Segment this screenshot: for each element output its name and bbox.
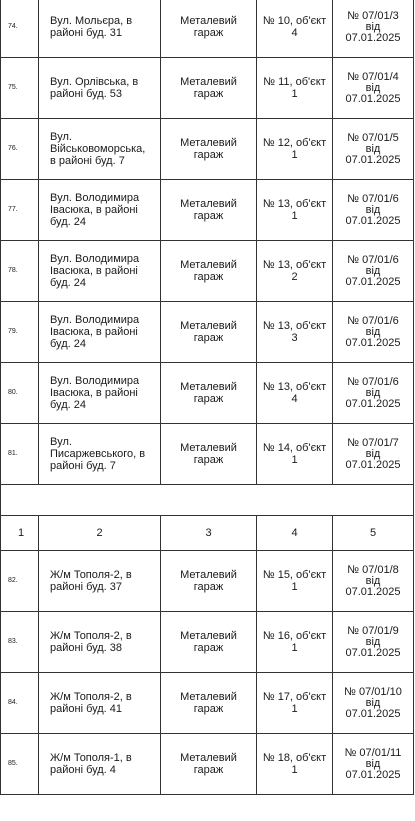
column-header-row — [1, 516, 414, 551]
address-cell: Вул. Військовоморська, в районі буд. 7 — [39, 119, 161, 180]
object-cell: № 18, об'єкт 1 — [257, 734, 333, 795]
address-cell: Ж/м Тополя-2, в районі буд. 37 — [39, 551, 161, 612]
object-cell: № 11, об'єкт 1 — [257, 58, 333, 119]
row-number: 79. — [1, 302, 39, 363]
decision-cell: № 07/01/6 від 07.01.2025 — [333, 241, 414, 302]
object-cell: № 13, об'єкт 1 — [257, 180, 333, 241]
row-number: 76. — [1, 119, 39, 180]
type-cell: Металевий гараж — [161, 58, 257, 119]
type-cell: Металевий гараж — [161, 363, 257, 424]
decision-cell: № 07/01/6 від 07.01.2025 — [333, 363, 414, 424]
page-break-cell — [1, 485, 414, 516]
page-break-row — [1, 485, 414, 516]
object-cell: № 12, об'єкт 1 — [257, 119, 333, 180]
row-number: 80. — [1, 363, 39, 424]
address-cell: Ж/м Тополя-1, в районі буд. 4 — [39, 734, 161, 795]
object-cell: № 15, об'єкт 1 — [257, 551, 333, 612]
address-cell: Вул. Мольєра, в районі буд. 31 — [39, 0, 161, 58]
decision-cell: № 07/01/7 від 07.01.2025 — [333, 424, 414, 485]
decision-cell: № 07/01/5 від 07.01.2025 — [333, 119, 414, 180]
address-cell: Вул. Володимира Івасюка, в районі буд. 24 — [39, 241, 161, 302]
type-cell: Металевий гараж — [161, 180, 257, 241]
row-number: 81. — [1, 424, 39, 485]
address-cell: Вул. Орлівська, в районі буд. 53 — [39, 58, 161, 119]
table-row — [1, 424, 414, 485]
type-cell: Металевий гараж — [161, 0, 257, 58]
type-cell: Металевий гараж — [161, 302, 257, 363]
row-number: 78. — [1, 241, 39, 302]
object-cell: № 14, об'єкт 1 — [257, 424, 333, 485]
type-cell: Металевий гараж — [161, 241, 257, 302]
row-number: 77. — [1, 180, 39, 241]
table-row — [1, 180, 414, 241]
decision-cell: № 07/01/6 від 07.01.2025 — [333, 302, 414, 363]
decision-cell: № 07/01/11 від 07.01.2025 — [333, 734, 414, 795]
table-row — [1, 673, 414, 734]
decision-cell: № 07/01/10 від 07.01.2025 — [333, 673, 414, 734]
object-cell: № 13, об'єкт 3 — [257, 302, 333, 363]
address-cell: Ж/м Тополя-2, в районі буд. 41 — [39, 673, 161, 734]
address-cell: Вул. Володимира Івасюка, в районі буд. 24 — [39, 302, 161, 363]
table-row — [1, 302, 414, 363]
table-row — [1, 734, 414, 795]
type-cell: Металевий гараж — [161, 612, 257, 673]
type-cell: Металевий гараж — [161, 734, 257, 795]
decision-cell: № 07/01/9 від 07.01.2025 — [333, 612, 414, 673]
row-number: 85. — [1, 734, 39, 795]
address-cell: Вул. Володимира Івасюка, в районі буд. 24 — [39, 180, 161, 241]
table-row — [1, 58, 414, 119]
object-cell: № 17, об'єкт 1 — [257, 673, 333, 734]
type-cell: Металевий гараж — [161, 551, 257, 612]
table-row — [1, 241, 414, 302]
table-row — [1, 612, 414, 673]
row-number: 74. — [1, 0, 39, 58]
decision-cell: № 07/01/4 від 07.01.2025 — [333, 58, 414, 119]
column-header: 2 — [39, 516, 161, 551]
row-number: 75. — [1, 58, 39, 119]
address-cell: Вул. Писаржевського, в районі буд. 7 — [39, 424, 161, 485]
address-cell: Ж/м Тополя-2, в районі буд. 38 — [39, 612, 161, 673]
column-header: 3 — [161, 516, 257, 551]
column-header: 4 — [257, 516, 333, 551]
decision-cell: № 07/01/3 від 07.01.2025 — [333, 0, 414, 58]
row-number: 84. — [1, 673, 39, 734]
table-row — [1, 119, 414, 180]
object-cell: № 13, об'єкт 2 — [257, 241, 333, 302]
decision-cell: № 07/01/6 від 07.01.2025 — [333, 180, 414, 241]
decision-cell: № 07/01/8 від 07.01.2025 — [333, 551, 414, 612]
row-number: 83. — [1, 612, 39, 673]
column-header: 1 — [1, 516, 39, 551]
address-cell: Вул. Володимира Івасюка, в районі буд. 24 — [39, 363, 161, 424]
table-row — [1, 363, 414, 424]
type-cell: Металевий гараж — [161, 424, 257, 485]
object-cell: № 13, об'єкт 4 — [257, 363, 333, 424]
column-header: 5 — [333, 516, 414, 551]
type-cell: Металевий гараж — [161, 673, 257, 734]
object-cell: № 16, об'єкт 1 — [257, 612, 333, 673]
object-cell: № 10, об'єкт 4 — [257, 0, 333, 58]
row-number: 82. — [1, 551, 39, 612]
table-row — [1, 551, 414, 612]
type-cell: Металевий гараж — [161, 119, 257, 180]
table-row — [1, 0, 414, 58]
